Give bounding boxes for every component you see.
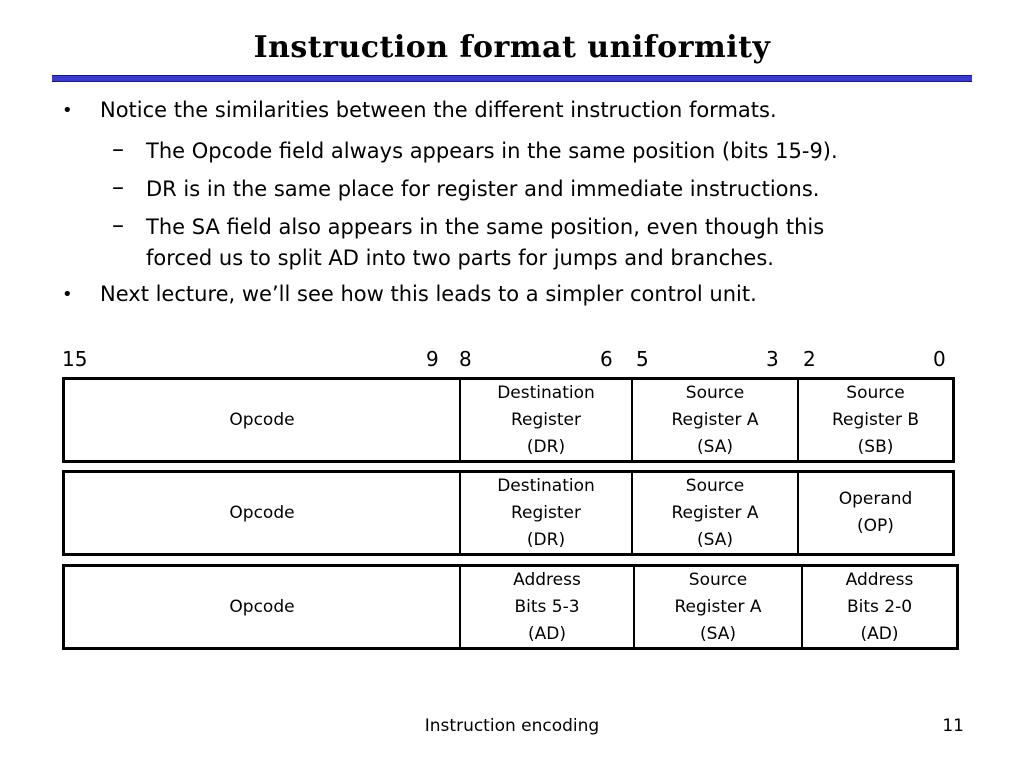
- slide-title: Instruction format uniformity: [253, 30, 771, 65]
- address-high-field: [459, 567, 633, 647]
- sub-bullet-dash: –: [112, 135, 124, 163]
- field-text: Bits 5-3: [514, 596, 580, 617]
- sa-field: [631, 473, 797, 553]
- instruction-format-immediate: [62, 470, 955, 556]
- field-text: Destination: [497, 475, 595, 496]
- field-text: Operand: [838, 489, 913, 509]
- sub-bullet-dash: –: [112, 173, 124, 201]
- field-text: (AD): [860, 623, 899, 644]
- sub-bullet-item: [112, 211, 825, 274]
- field-text: Source: [688, 569, 748, 590]
- field-text: (DR): [526, 436, 566, 457]
- field-text: Register: [511, 409, 581, 430]
- dr-field: [459, 380, 631, 460]
- footer-title: Instruction encoding: [424, 716, 600, 736]
- field-text: Source: [846, 382, 905, 403]
- field-text: (AD): [528, 623, 566, 644]
- sub-bullet-item: [112, 135, 838, 167]
- field-text: Register A: [671, 409, 759, 430]
- sub-bullet-item: [112, 173, 820, 205]
- bullet-text: Notice the similarities between the different instruction formats.: [100, 98, 777, 122]
- sub-bullet-text: The SA field also appears in the same position, even though this: [146, 215, 825, 239]
- address-low-field: [801, 567, 956, 647]
- field-text: Source: [685, 382, 745, 403]
- bit-label: 15: [62, 347, 88, 371]
- bullet-dot: •: [62, 100, 73, 121]
- field-text: Address: [513, 569, 581, 590]
- sub-bullet-text: DR is in the same place for register and immediate instructions.: [146, 177, 820, 201]
- bit-label: 9: [426, 347, 439, 371]
- sub-bullet-text-continued: forced us to split AD into two parts for jumps and branches.: [146, 246, 774, 270]
- opcode-field: [65, 380, 459, 460]
- bit-label: 8: [459, 347, 472, 371]
- field-text: Address: [845, 569, 914, 590]
- field-text: Opcode: [229, 596, 295, 617]
- field-text: Source: [685, 475, 745, 496]
- bit-label: 3: [766, 347, 779, 371]
- sa-field: [631, 380, 797, 460]
- title-underline: [52, 75, 972, 82]
- field-text: (DR): [526, 529, 566, 550]
- field-text: (OP): [857, 516, 894, 536]
- field-text: Destination: [497, 382, 595, 403]
- instruction-format-jump-branch: [62, 564, 959, 650]
- sa-field: [633, 567, 801, 647]
- field-text: Register A: [674, 596, 762, 617]
- bullet-dot: •: [62, 284, 73, 305]
- field-text: Register B: [831, 409, 920, 430]
- sub-bullet-text: The Opcode field always appears in the same position (bits 15-9).: [146, 139, 838, 163]
- field-text: Opcode: [229, 409, 295, 430]
- field-text: (SB): [857, 436, 894, 457]
- dr-field: [459, 473, 631, 553]
- opcode-field: [65, 473, 459, 553]
- sub-bullet-dash: –: [112, 211, 124, 239]
- field-text: (SA): [699, 623, 736, 644]
- bullet-item: [62, 282, 757, 306]
- bit-label: 6: [600, 347, 613, 371]
- field-text: (SA): [696, 529, 733, 550]
- page-number: 11: [942, 716, 964, 736]
- bullet-text: Next lecture, we’ll see how this leads to a simpler control unit.: [100, 282, 757, 306]
- field-text: Bits 2-0: [846, 596, 913, 617]
- field-text: Register: [511, 502, 581, 523]
- bit-label: 0: [933, 347, 946, 371]
- bit-label: 2: [803, 347, 816, 371]
- operand-field: [797, 473, 952, 553]
- opcode-field: [65, 567, 459, 647]
- field-text: Opcode: [229, 502, 295, 523]
- bit-label: 5: [636, 347, 649, 371]
- field-text: (SA): [696, 436, 733, 457]
- field-text: Register A: [671, 502, 759, 523]
- bullet-item: [62, 98, 777, 122]
- instruction-format-register: [62, 377, 955, 463]
- sb-field: [797, 380, 952, 460]
